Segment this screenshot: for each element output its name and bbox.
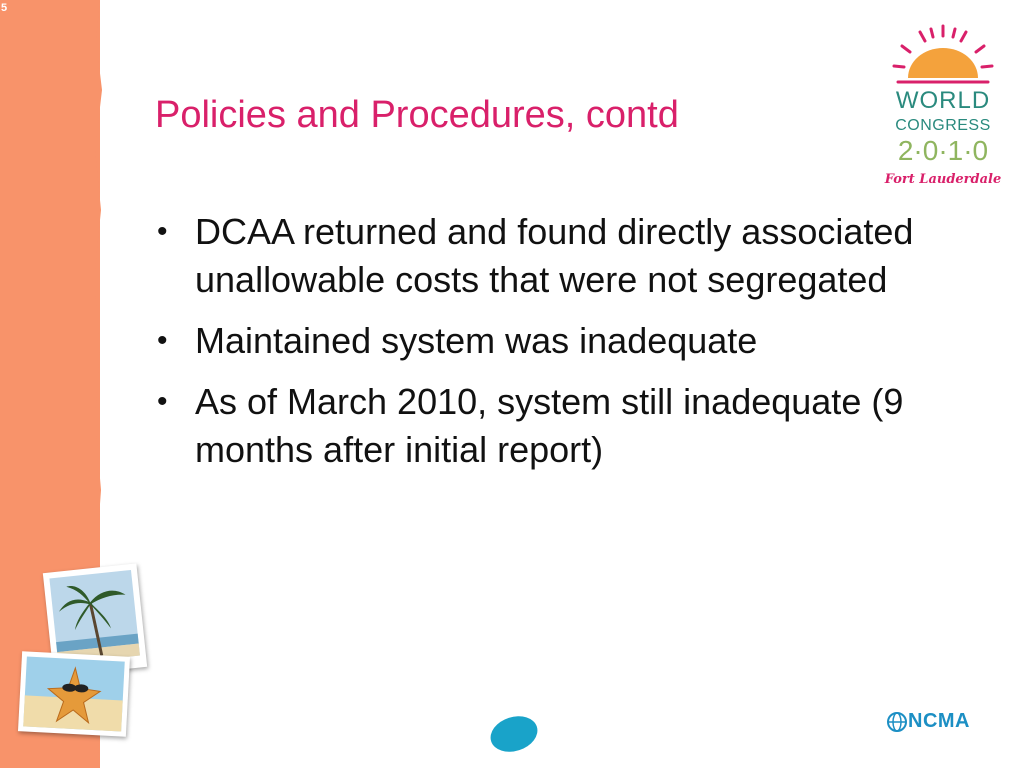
footer-blob-icon: [488, 714, 540, 754]
logo-city: Fort Lauderdale: [884, 172, 1002, 187]
slide-title: Policies and Procedures, contd: [155, 94, 679, 136]
starfish-photo: [18, 651, 130, 737]
bullet-icon: •: [157, 215, 168, 248]
bullet-text: Maintained system was inadequate: [195, 320, 758, 361]
logo-year: 2·0·1·0: [897, 135, 989, 166]
sun-icon: [884, 22, 1002, 86]
bullet-item: [155, 378, 995, 474]
bullet-item: [155, 208, 995, 304]
ncma-logo: [886, 708, 1000, 738]
world-congress-logo: [884, 22, 1002, 200]
bullet-text: DCAA returned and found directly associated unallowable costs that were not segregated: [195, 211, 914, 300]
bullet-icon: •: [157, 324, 168, 357]
bullet-text: As of March 2010, system still inadequate (9 months after initial report): [195, 381, 904, 470]
ncma-wordmark: NCMA: [908, 710, 970, 732]
bullet-item: [155, 317, 995, 365]
bullet-icon: •: [157, 385, 168, 418]
globe-icon: [886, 711, 908, 733]
slide-number: 5: [1, 2, 8, 14]
bullet-list: [155, 208, 995, 487]
logo-line-congress: CONGRESS: [895, 117, 991, 134]
logo-line-world: WORLD: [895, 87, 991, 114]
